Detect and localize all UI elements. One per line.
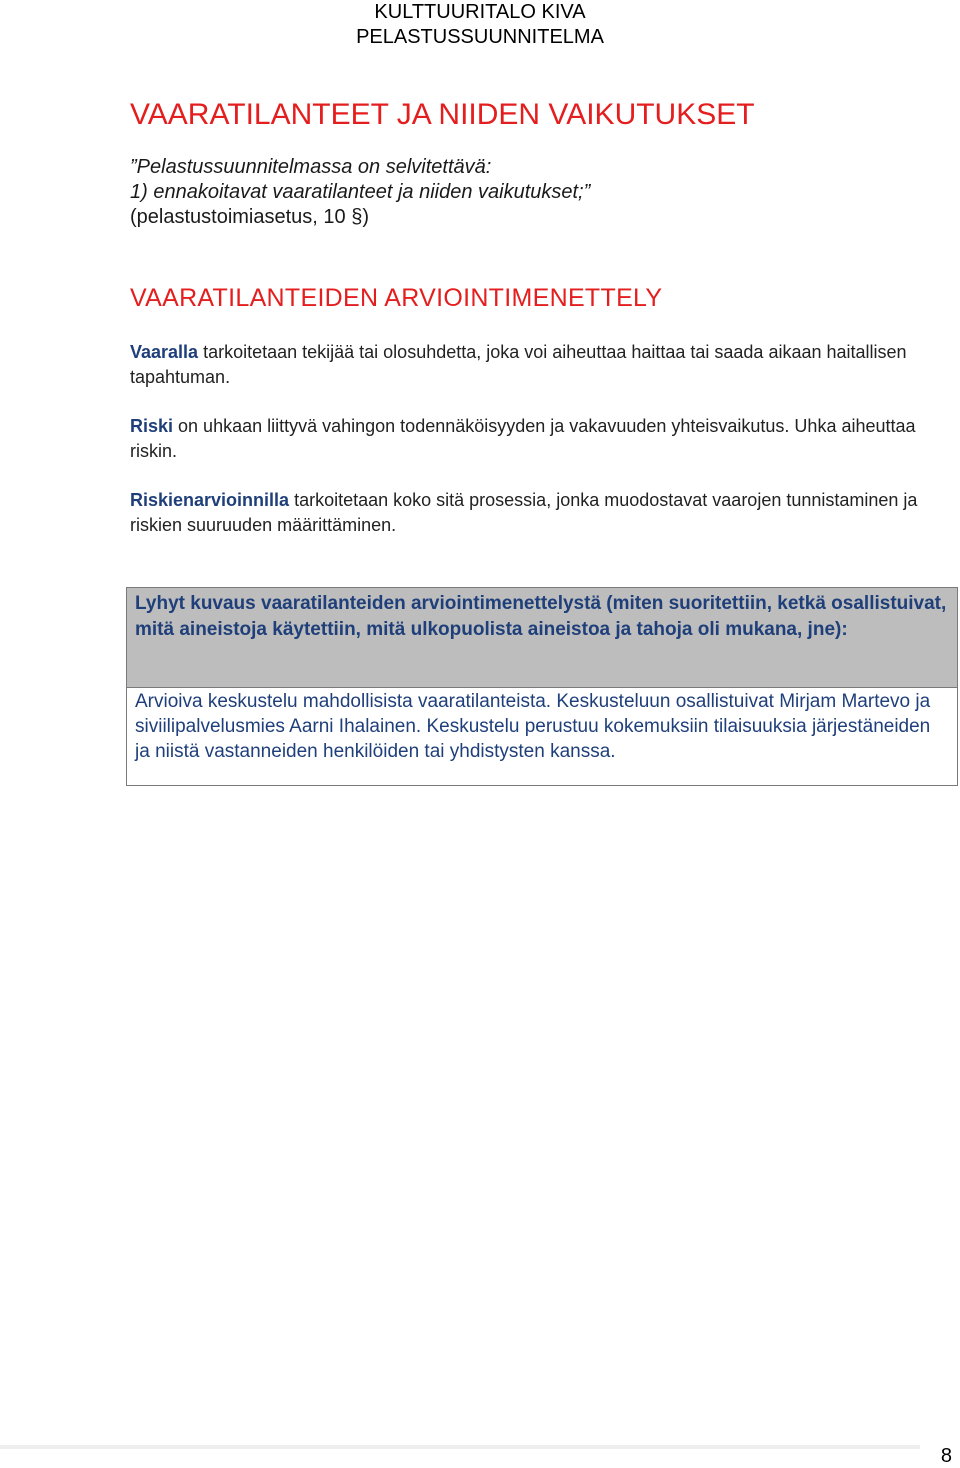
assessment-description-box bbox=[126, 587, 958, 786]
term-vaara: Vaaralla bbox=[130, 342, 199, 362]
definition-vaara-text: tarkoitetaan tekijää tai olosuhdetta, joka voi aiheuttaa haittaa tai saada aikaan haitallisen tapahtuman. bbox=[130, 342, 907, 387]
document-header bbox=[0, 0, 960, 50]
assessment-box-body: Arvioiva keskustelu mahdollisista vaaratilanteista. Keskusteluun osallistuivat Mirjam Martevo ja siviilipalvelusmies Aarni Ihalainen. Keskustelu perustuu kokemuksiin tilaisuuksia järjestäneiden ja niistä vastanneiden henkilöiden tai yhdistysten kanssa. bbox=[135, 691, 931, 762]
intro-line-3: (pelastustoimiasetus, 10 §) bbox=[130, 206, 370, 228]
header-document-title: PELASTUSSUUNNITELMA bbox=[356, 26, 604, 48]
intro-quote bbox=[130, 155, 590, 230]
term-riskienarviointi: Riskienarvioinnilla bbox=[130, 490, 290, 510]
page-number: 8 bbox=[940, 1445, 952, 1467]
sub-heading: VAARATILANTEIDEN ARVIOINTIMENETTELY bbox=[130, 284, 663, 312]
main-heading: VAARATILANTEET JA NIIDEN VAIKUTUKSET bbox=[130, 98, 755, 131]
definition-riskienarviointi bbox=[130, 488, 945, 538]
definition-riski-text: on uhkaan liittyvä vahingon todennäköisyyden ja vakavuuden yhteisvaikutus. Uhka aiheuttaa riskin. bbox=[130, 416, 916, 461]
intro-line-1: ”Pelastussuunnitelmassa on selvitettävä: bbox=[130, 156, 492, 178]
term-riski: Riski bbox=[130, 416, 174, 436]
assessment-box-heading: Lyhyt kuvaus vaaratilanteiden arviointimenettelystä (miten suoritettiin, ketkä osallistuivat, mitä aineistoja käytettiin, mitä ulkopuolista aineistoa ja tahoja oli mukana, jne): bbox=[127, 588, 957, 688]
definition-riski bbox=[130, 414, 945, 464]
definition-vaara bbox=[130, 340, 945, 390]
intro-line-2: 1) ennakoitavat vaaratilanteet ja niiden vaikutukset;” bbox=[130, 181, 591, 203]
definition-riskienarviointi-text: tarkoitetaan koko sitä prosessia, jonka muodostavat vaarojen tunnistaminen ja riskien suuruuden määrittäminen. bbox=[130, 490, 918, 535]
header-organization: KULTTUURITALO KIVA bbox=[374, 1, 586, 23]
footer-divider bbox=[0, 1445, 920, 1449]
